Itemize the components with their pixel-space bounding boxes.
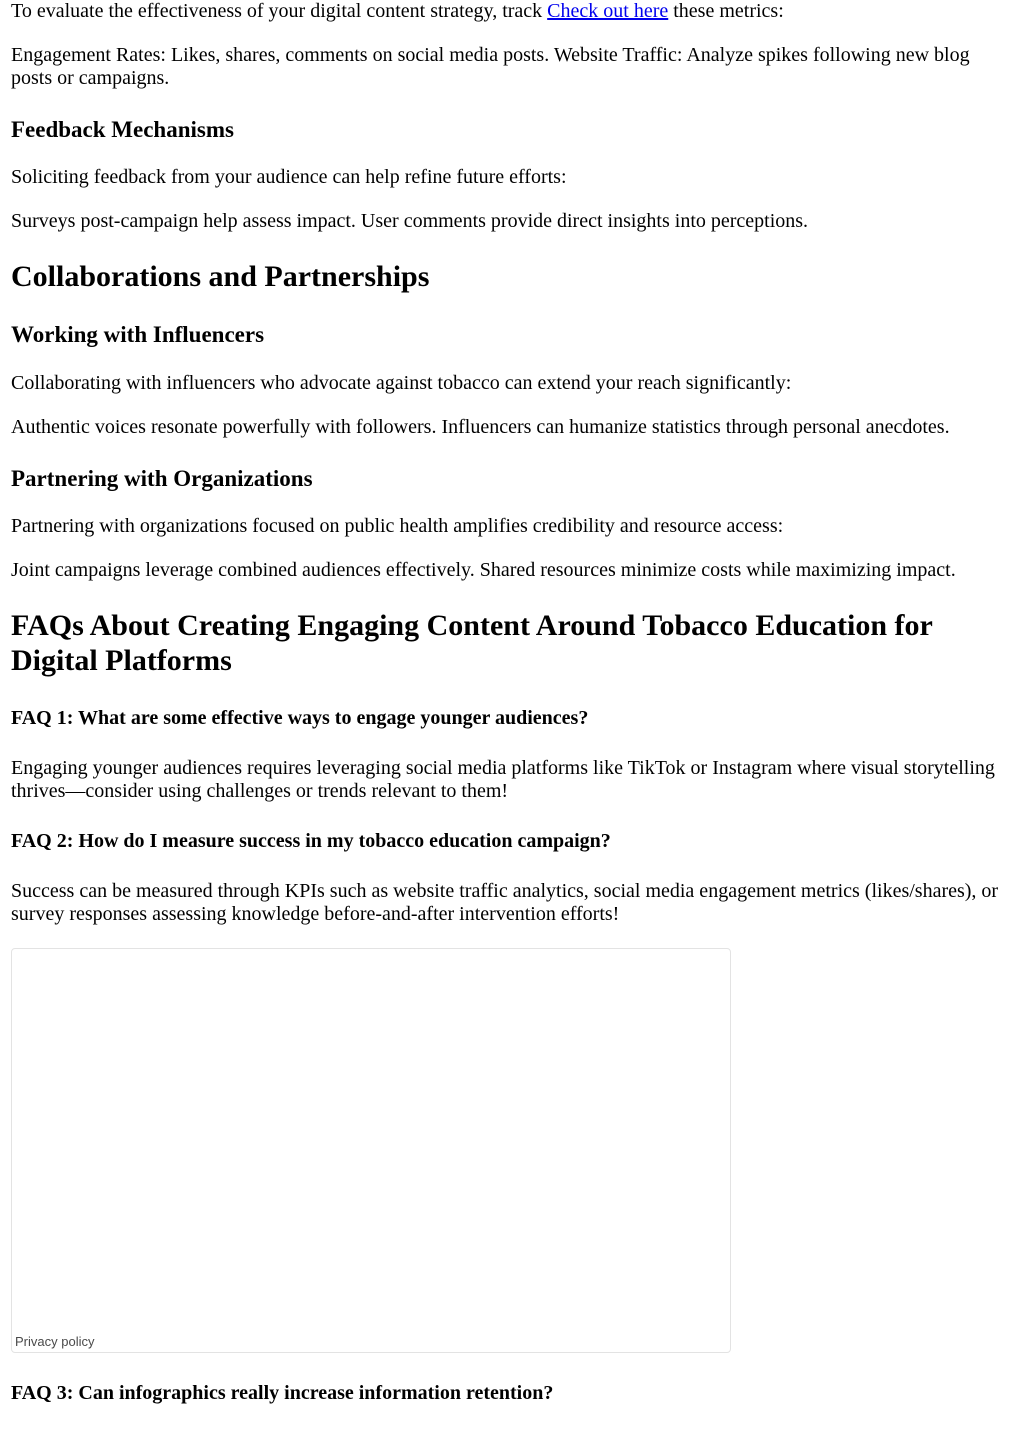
- influencers-lead: Collaborating with influencers who advocate against tobacco can extend your reach significantly:: [11, 372, 792, 394]
- organizations-lead: Partnering with organizations focused on public health amplifies credibility and resource access:: [11, 515, 784, 537]
- embedded-content-frame[interactable]: [11, 948, 731, 1353]
- intro-text-after: these metrics:: [668, 0, 784, 22]
- faq-question: FAQ 1: What are some effective ways to engage younger audiences?: [11, 707, 589, 729]
- privacy-policy-link[interactable]: Privacy policy: [15, 1334, 95, 1349]
- faq-answer: Engaging younger audiences requires leveraging social media platforms like TikTok or Instagram where visual storytelling thrives—consider using challenges or trends relevant to them!: [11, 757, 995, 802]
- organizations-heading: Partnering with Organizations: [11, 466, 313, 491]
- influencers-heading: Working with Influencers: [11, 322, 265, 347]
- intro-text-before: To evaluate the effectiveness of your digital content strategy, track: [11, 0, 548, 22]
- metrics-paragraph: Engagement Rates: Likes, shares, comments on social media posts. Website Traffic: Analyze spikes following new blog posts or campaigns.: [11, 44, 970, 89]
- faq-question: FAQ 2: How do I measure success in my tobacco education campaign?: [11, 830, 611, 852]
- faq-answer: Success can be measured through KPIs such as website traffic analytics, social media engagement metrics (likes/shares), or survey responses assessing knowledge before-and-after intervention efforts!: [11, 880, 999, 925]
- intro-paragraph: [11, 0, 1014, 23]
- collaborations-heading: Collaborations and Partnerships: [11, 260, 430, 293]
- feedback-body: Surveys post-campaign help assess impact. User comments provide direct insights into perceptions.: [11, 210, 809, 232]
- feedback-lead: Soliciting feedback from your audience can help refine future efforts:: [11, 166, 567, 188]
- faq-question: FAQ 3: Can infographics really increase information retention?: [11, 1382, 554, 1404]
- faqs-heading: FAQs About Creating Engaging Content Around Tobacco Education for Digital Platforms: [11, 609, 933, 677]
- influencers-body: Authentic voices resonate powerfully with followers. Influencers can humanize statistics through personal anecdotes.: [11, 416, 950, 438]
- feedback-heading: Feedback Mechanisms: [11, 117, 234, 142]
- organizations-body: Joint campaigns leverage combined audiences effectively. Shared resources minimize costs while maximizing impact.: [11, 559, 956, 581]
- check-out-here-link[interactable]: Check out here: [547, 0, 669, 22]
